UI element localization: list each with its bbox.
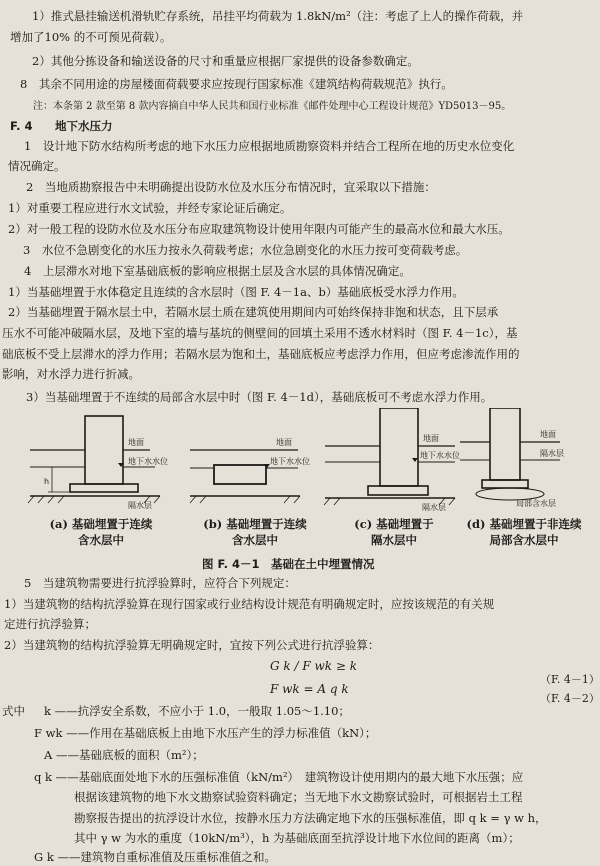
text-line: 1）推式悬挂输送机滑轨贮存系统，吊挂平均荷载为 1.8kN/m²（注：考虑了上人的操作荷载，并: [32, 9, 524, 23]
text-line: 础底板不受上层滞水的浮力作用；若隔水层为饱和土，基础底板应考虑浮力作用，但应考虑渗流作用的: [2, 347, 520, 361]
caption-a: (a) 基础埋置于连续 含水层中: [49, 517, 153, 547]
label-local-aquifer: 局部含水层: [516, 499, 556, 508]
definition-gk: G k ——建筑物自重标准值及压重标准值之和。: [34, 850, 276, 864]
label-ground: 地面: [540, 430, 556, 439]
label-groundwater: 地下水水位: [270, 457, 310, 466]
label-h: h: [44, 477, 50, 486]
diagram-c: [324, 408, 460, 512]
text-line: 定进行抗浮验算；: [4, 617, 96, 631]
text-line: 2）当基础埋置于隔水层土中，若隔水层土质在建筑使用期间内可始终保持非饱和状态，且下层承: [8, 305, 499, 319]
text-line: 2）对一般工程的设防水位及水压分布应取建筑物设计使用年限内可能产生的最高水位和最大水压。: [8, 222, 510, 236]
text-line: 影响，对水浮力进行折减。: [2, 367, 140, 381]
definition-qk-cont: 勘察报告提出的抗浮设计水位，按静水压力方法确定地下水的压强标准值，即 q k = γ w h，: [74, 811, 547, 825]
figure-diagram: [0, 408, 600, 518]
label-aquitard: 隔水层: [422, 503, 446, 512]
definition-fwk: F wk ——作用在基础底板上由地下水压产生的浮力标准值（kN）；: [34, 726, 377, 740]
formula-1: G k / F wk ≥ k: [270, 659, 357, 673]
section-title: 地下水压力: [55, 119, 113, 133]
definition-qk-cont: 其中 γ w 为水的重度（10kN/m³），h 为基础底面至抗浮设计地下水位间的距离（m）；: [74, 831, 520, 845]
diagram-d: [460, 408, 564, 508]
label-groundwater: 地下水水位: [420, 451, 460, 460]
text-line: 5 当建筑物需要进行抗浮验算时，应符合下列规定：: [24, 576, 296, 590]
caption-b: (b) 基础埋置于连续 含水层中: [203, 517, 307, 547]
section-number: F. 4: [10, 119, 33, 133]
text-line: 4 上层滞水对地下室基础底板的影响应根据土层及含水层的具体情况确定。: [24, 264, 411, 278]
label-ground: 地面: [128, 438, 144, 447]
label-ground: 地面: [276, 438, 292, 447]
text-line: 1）当建筑物的结构抗浮验算在现行国家或行业结构设计规范有明确规定时，应按该规范的有关规: [4, 597, 495, 611]
diagram-a: [28, 416, 168, 510]
diagram-b: [190, 437, 310, 503]
caption-d: (d) 基础埋置于非连续 局部含水层中: [466, 517, 582, 547]
text-line: 1 设计地下防水结构所考虑的地下水压力应根据地质勘察资料并结合工程所在地的历史水位变化: [24, 139, 515, 153]
where-label: 式中: [2, 704, 25, 718]
label-aquitard: 隔水层: [540, 449, 564, 458]
text-line: 2）当建筑物的结构抗浮验算无明确规定时，宜按下列公式进行抗浮验算：: [4, 638, 380, 652]
text-line: 3）当基础埋置于不连续的局部含水层中时（图 F. 4－1d），基础底板可不考虑水浮力作用。: [26, 390, 493, 404]
definition-qk: q k ——基础底面处地下水的压强标准值（kN/m²） 建筑物设计使用期内的最大地下水压强；应: [34, 770, 524, 784]
definition-a: A ——基础底板的面积（m²）；: [44, 748, 204, 762]
figure-title: 图 F. 4－1 基础在土中埋置情况: [202, 557, 375, 571]
caption-c: (c) 基础埋置于 隔水层中: [354, 517, 434, 547]
label-groundwater: 地下水水位: [128, 457, 168, 466]
label-aquitard: 隔水层: [128, 501, 152, 510]
text-line: 2）其他分拣设备和输送设备的尺寸和重量应根据厂家提供的设备参数确定。: [32, 54, 419, 68]
definition-qk-cont: 根据该建筑物的地下水文勘察试验资料确定；当无地下水文勘察试验时，可根据岩土工程: [74, 790, 523, 804]
equation-number-1: （F. 4－1）: [540, 673, 600, 686]
formula-2: F wk = A q k: [270, 682, 349, 696]
note-line: 注：本条第 2 款至第 8 款内容摘自中华人民共和国行业标准《邮件处理中心工程设计规范》YD5013－95。: [33, 101, 512, 112]
text-line: 2 当地质勘察报告中未明确提出设防水位及水压分布情况时，宜采取以下措施：: [26, 180, 436, 194]
text-line: 情况确定。: [8, 159, 66, 173]
text-line: 压水不可能冲破隔水层，及地下室的墙与基坑的侧壁间的回填土采用不透水材料时（图 F. 4－1c），基: [2, 326, 518, 340]
equation-number-2: （F. 4－2）: [540, 692, 600, 705]
text-line: 1）当基础埋置于水体稳定且连续的含水层时（图 F. 4－1a、b）基础底板受水浮力作用。: [8, 285, 464, 299]
text-line: 1）对重要工程应进行水文试验，并经专家论证后确定。: [8, 201, 292, 215]
label-ground: 地面: [423, 434, 439, 443]
text-line: 8 其余不同用途的房屋楼面荷载要求应按现行国家标准《建筑结构荷载规范》执行。: [20, 77, 453, 91]
definition-k: k ——抗浮安全系数，不应小于 1.0，一般取 1.05～1.10；: [44, 704, 350, 718]
text-line: 增加了10% 的不可预见荷载）。: [10, 30, 172, 44]
text-line: 3 水位不急剧变化的水压力按永久荷载考虑；水位急剧变化的水压力按可变荷载考虑。: [23, 243, 468, 257]
